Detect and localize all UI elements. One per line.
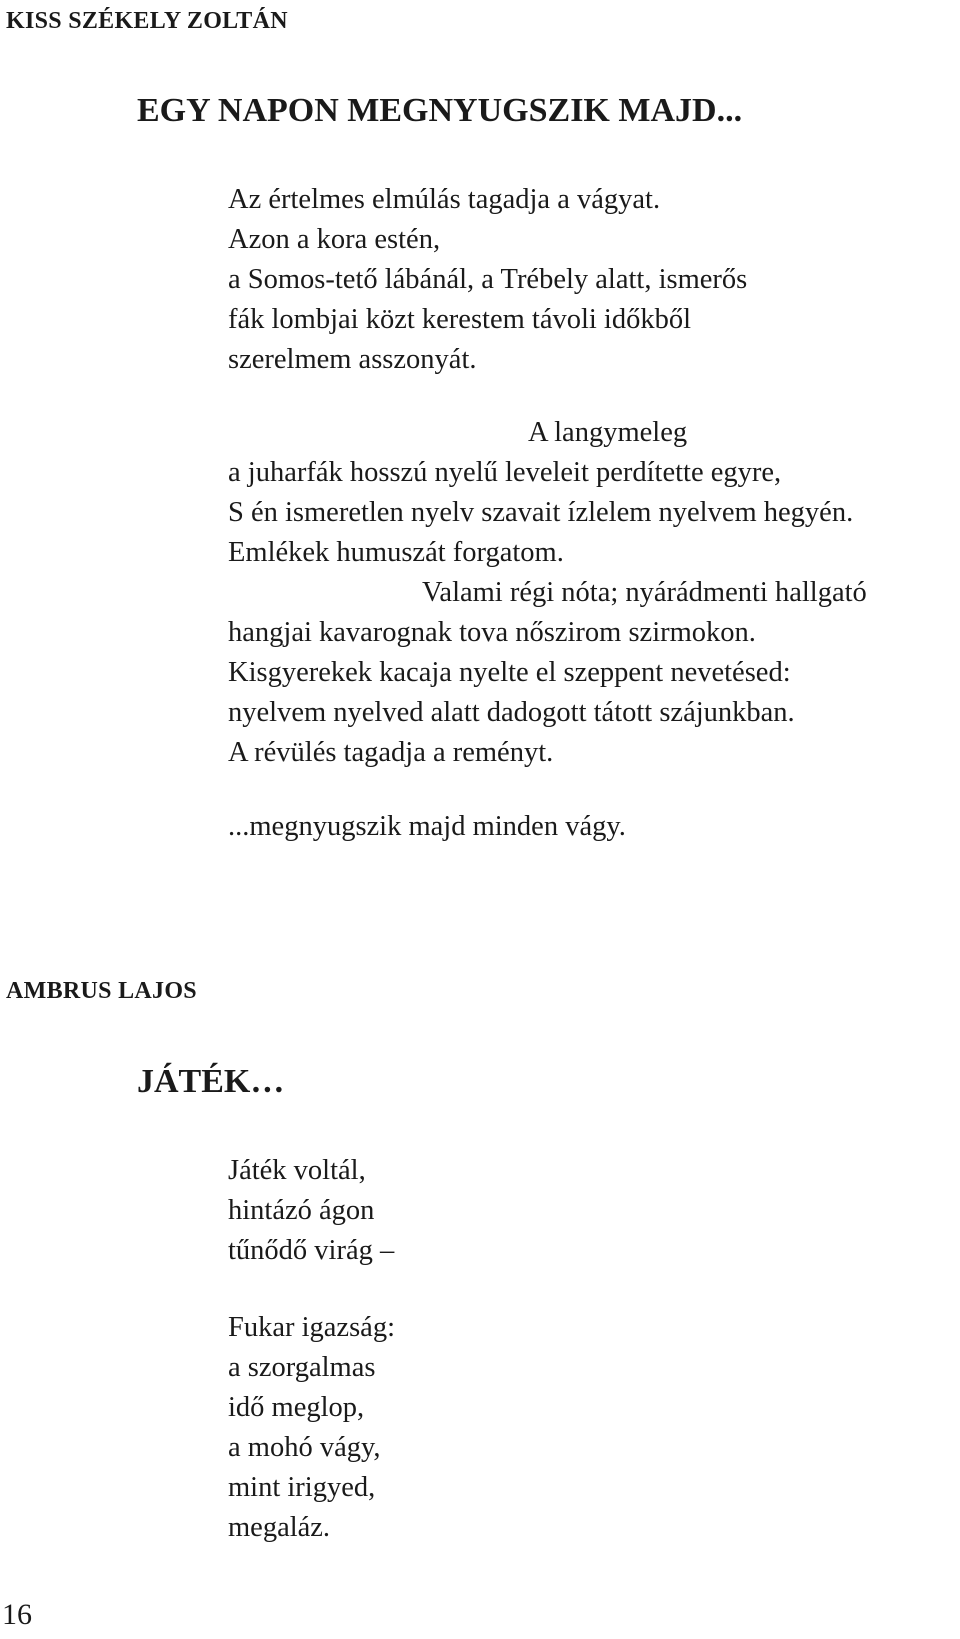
poem1-title: EGY NAPON MEGNYUGSZIK MAJD... <box>137 92 743 129</box>
poem2-line: hintázó ágon <box>228 1195 375 1226</box>
poem2-line: Játék voltál, <box>228 1155 366 1186</box>
poem2-line: megaláz. <box>228 1512 331 1543</box>
poem2-line: Fukar igazság: <box>228 1312 395 1343</box>
poem1-line: szerelmem asszonyát. <box>228 344 477 375</box>
poem1-line: a Somos-tető lábánál, a Trébely alatt, ismerős <box>228 264 748 295</box>
poem1-line: hangjai kavarognak tova nőszirom szirmokon. <box>228 617 756 648</box>
poem2-line: a mohó vágy, <box>228 1432 381 1463</box>
poem2-author: AMBRUS LAJOS <box>6 978 197 1004</box>
poem2-line: tűnődő virág – <box>228 1235 395 1266</box>
poem1-line: Kisgyerekek kacaja nyelte el szeppent nevetésed: <box>228 657 791 688</box>
poem1-line: A langymeleg <box>528 417 688 448</box>
poem1-line: Azon a kora estén, <box>228 224 441 255</box>
page-number: 16 <box>2 1598 32 1631</box>
poem1-line: S én ismeretlen nyelv szavait ízlelem nyelvem hegyén. <box>228 497 854 528</box>
poem1-line: Valami régi nóta; nyárádmenti hallgató <box>422 577 867 608</box>
poem1-line: nyelvem nyelved alatt dadogott tátott szájunkban. <box>228 697 795 728</box>
poem1-line: Emlékek humuszát forgatom. <box>228 537 564 568</box>
poem1-line: A révülés tagadja a reményt. <box>228 737 554 768</box>
poem1-line: a juharfák hosszú nyelű leveleit perdítette egyre, <box>228 457 782 488</box>
poem2-line: a szorgalmas <box>228 1352 376 1383</box>
poem2-line: idő meglop, <box>228 1392 365 1423</box>
poem1-line: Az értelmes elmúlás tagadja a vágyat. <box>228 184 661 215</box>
poem1-line: fák lombjai közt kerestem távoli időkből <box>228 304 692 335</box>
poem1-line: ...megnyugszik majd minden vágy. <box>228 811 626 842</box>
poem2-title: JÁTÉK… <box>137 1063 285 1100</box>
poem2-line: mint irigyed, <box>228 1472 376 1503</box>
poem1-author: KISS SZÉKELY ZOLTÁN <box>6 8 288 34</box>
